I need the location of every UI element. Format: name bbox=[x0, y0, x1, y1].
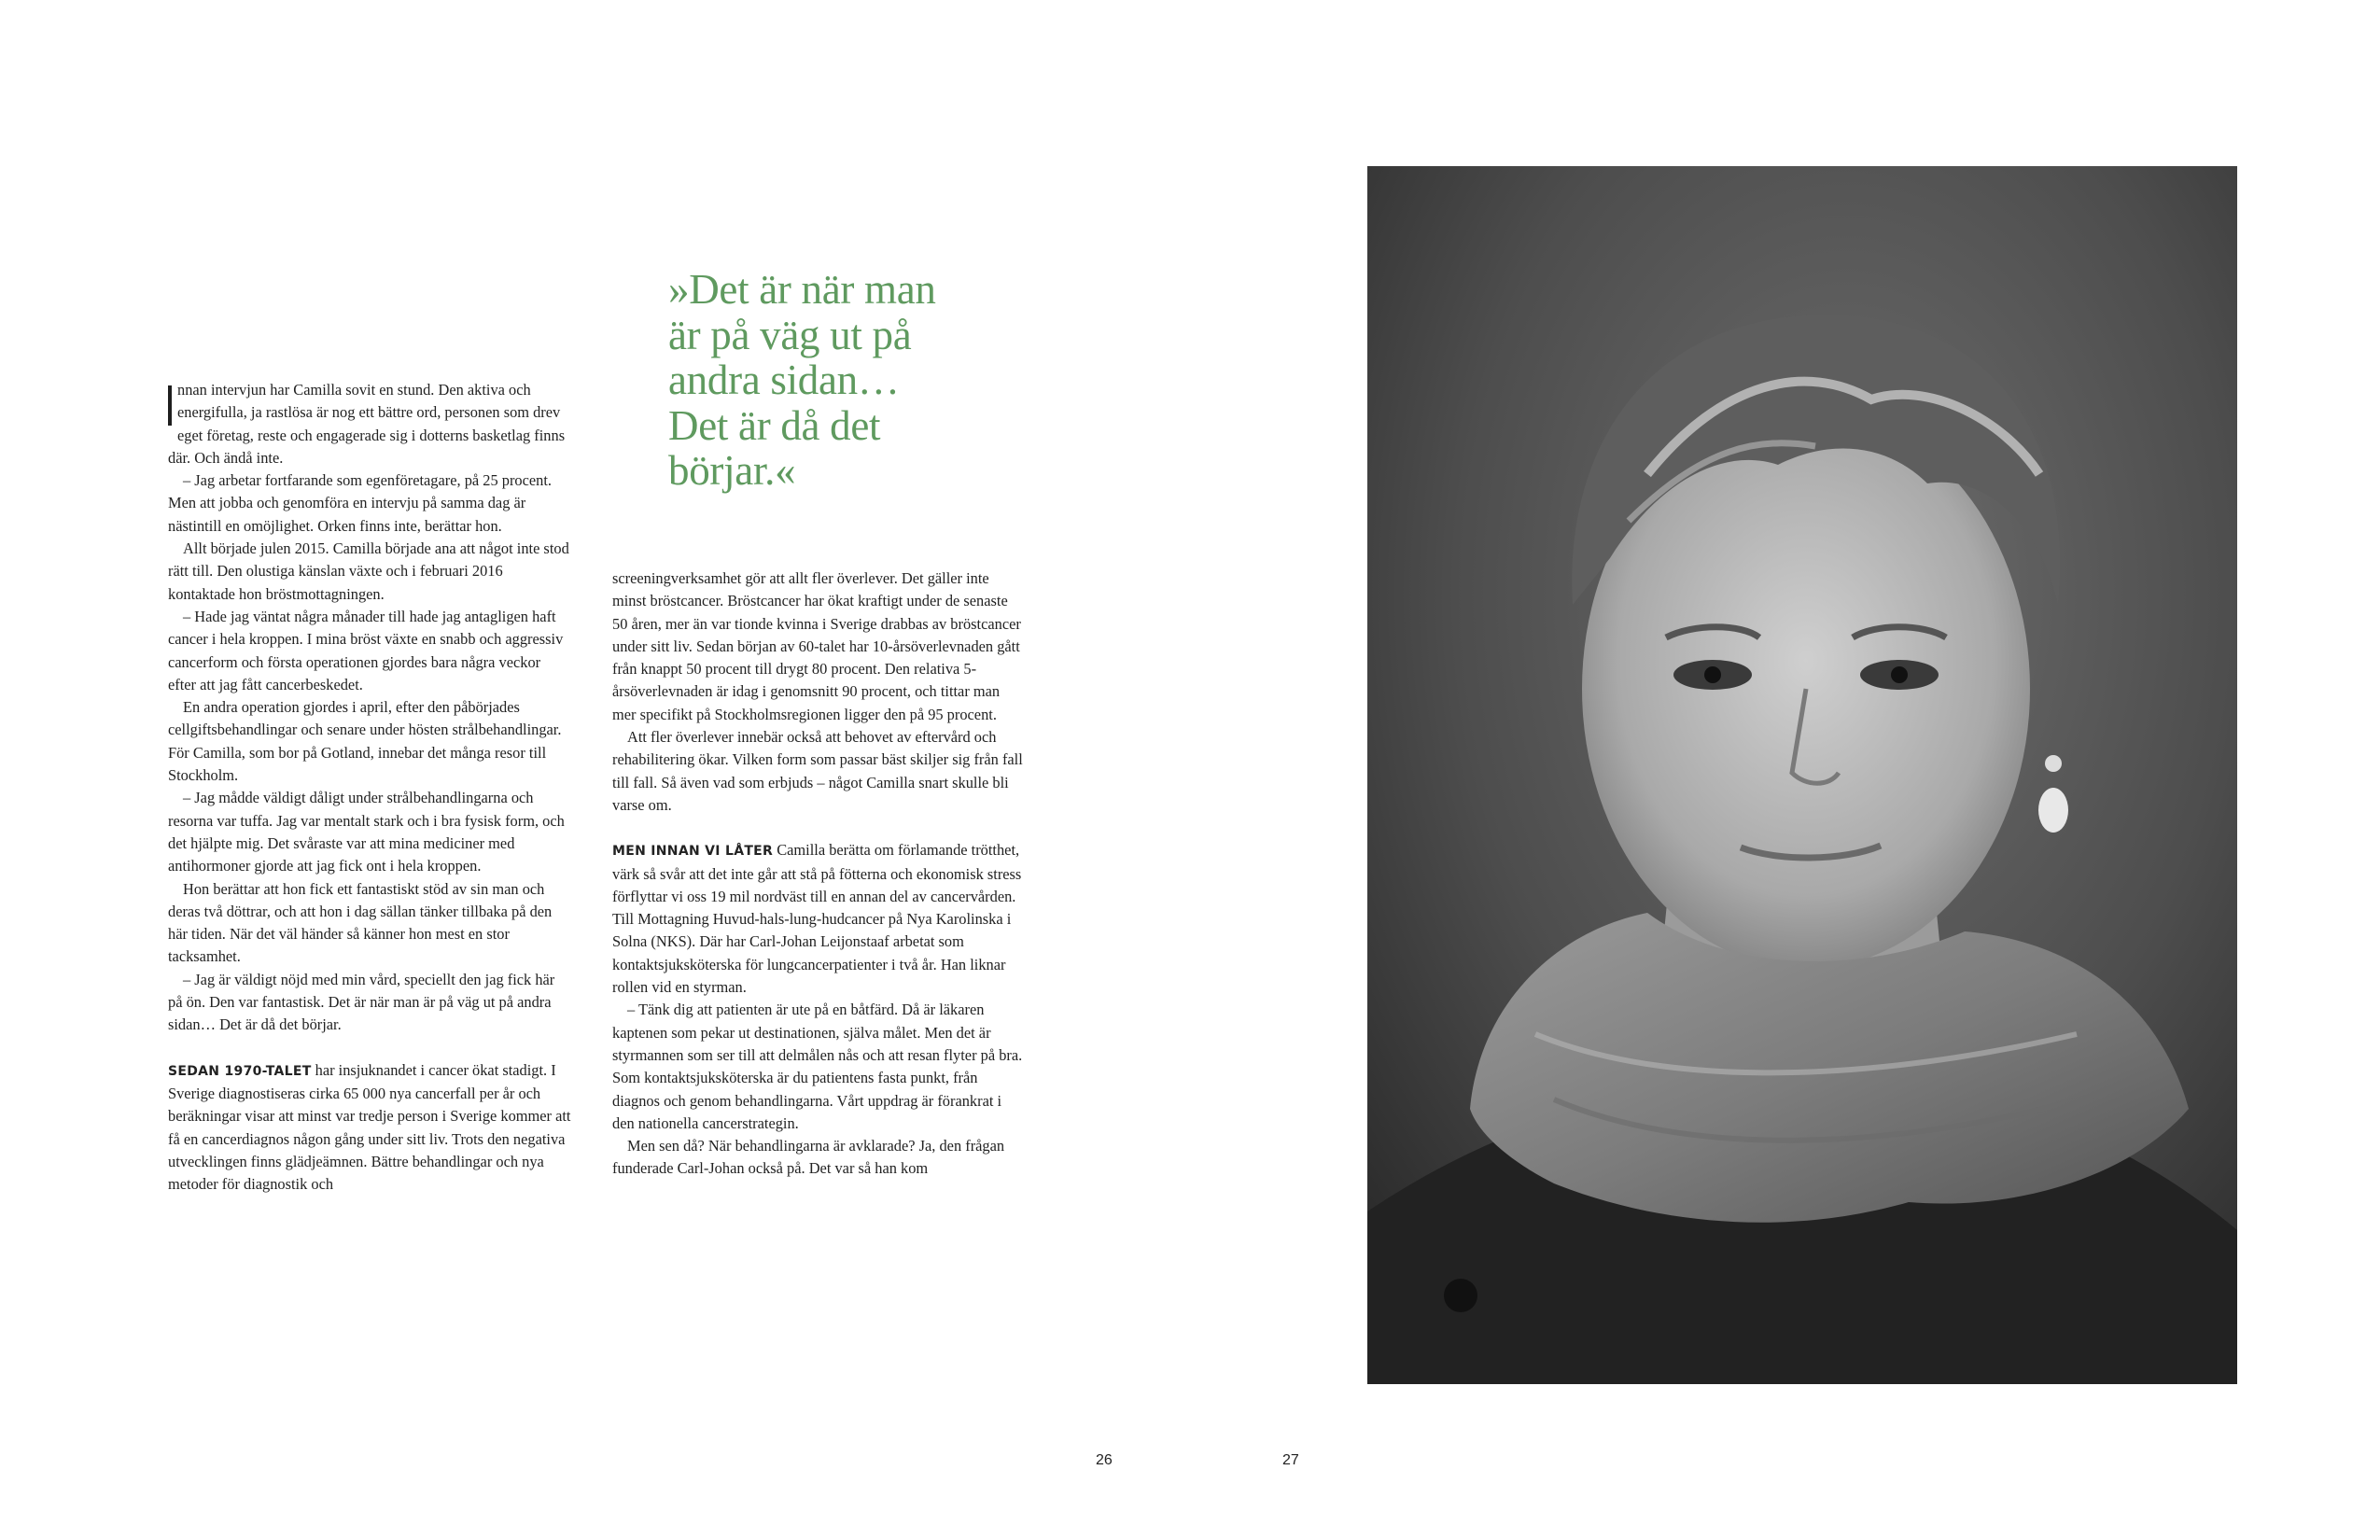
drop-cap bbox=[168, 385, 172, 426]
article-column-left bbox=[168, 379, 571, 1196]
article-paragraph bbox=[168, 379, 571, 469]
article-paragraph: screeningverksamhet gör att allt fler överlever. Det gäller inte minst bröstcancer. Bröstcancer har ökat kraftigt under de senaste 50 åren, mer än var tionde kvinna i Sverige drabbas av bröstcancer under sitt liv. Sedan början av 60-talet har 10-årsöverlevnaden gått från knappt 50 procent till drygt 80 procent. Den relativa 5-årsöverlevnaden är idag i genomsnitt 90 procent, och tittar man mer specifikt på Stockholmsregionen ligger den på 95 procent. bbox=[612, 569, 1021, 723]
pull-quote bbox=[668, 267, 1023, 494]
section-lead: MEN INNAN VI LÅTER bbox=[612, 844, 774, 860]
page-number-right: 27 bbox=[1282, 1452, 1299, 1468]
pull-quote-line: börjar.« bbox=[668, 447, 796, 495]
pull-quote-line: andra sidan… bbox=[668, 357, 900, 404]
section-text: har insjuknandet i cancer ökat stadigt. I Sverige diagnostiseras cirka 65 000 nya cancerfall per år och beräkningar visar att minst var tredje person i Sverige kommer att få en cancerdiagnos någon gång under sitt liv. Trots den negativa utvecklingen finns glädjeämnen. Bättre behandlingar och nya metoder för diagnostik och bbox=[168, 1060, 571, 1194]
portrait-photo-icon bbox=[1367, 166, 2237, 1384]
pull-quote-line: »Det är när man bbox=[668, 266, 936, 313]
paragraph-text: nnan intervjun har Camilla sovit en stund. Den aktiva och energifulla, ja rastlösa är nog ett bättre ord, personen som drev eget företag, reste och engagerade sig i dotterns basketlag finns där. Och ändå inte. bbox=[168, 381, 566, 467]
section-paragraph bbox=[612, 839, 1023, 999]
article-paragraph: – Jag är väldigt nöjd med min vård, speciellt den jag fick här på ön. Den var fantastisk. Det är när man är på väg ut på andra sidan… Det är då det börjar. bbox=[168, 970, 555, 1034]
page-number-left: 26 bbox=[1096, 1452, 1113, 1468]
article-paragraph: – Hade jag väntat några månader till hade jag antagligen haft cancer i hela kroppen. I mina bröst växte en snabb och aggressiv cancerform och första operationen gjordes bara några veckor efter att jag fått cancerbeskedet. bbox=[168, 607, 564, 693]
article-paragraph: – Jag arbetar fortfarande som egenföretagare, på 25 procent. Men att jobba och genomföra en intervju på samma dag är nästintill en omöjlighet. Orken finns inte, berättar hon. bbox=[168, 471, 552, 535]
section-paragraph bbox=[168, 1059, 571, 1197]
article-paragraph: Men sen då? När behandlingarna är avklarade? Ja, den frågan funderade Carl-Johan också på. Det var så han kom bbox=[612, 1137, 1005, 1178]
pull-quote-line: är på väg ut på bbox=[668, 311, 912, 358]
article-column-right bbox=[612, 567, 1023, 1181]
article-paragraph: – Jag mådde väldigt dåligt under strålbehandlingarna och resorna var tuffa. Jag var mentalt stark och i bra fysisk form, och det hjälpte mig. Det svåraste var att mina mediciner med antihormoner gjorde att jag fick ont i hela kroppen. bbox=[168, 789, 565, 875]
article-paragraph: Allt började julen 2015. Camilla började ana att något inte stod rätt till. Den olustiga känslan växte och i februari 2016 kontaktade hon bröstmottagningen. bbox=[168, 539, 569, 603]
section-lead: SEDAN 1970-TALET bbox=[168, 1063, 312, 1079]
portrait-photo bbox=[1367, 166, 2237, 1384]
article-paragraph: Hon berättar att hon fick ett fantastiskt stöd av sin man och deras två döttrar, och att hon i dag sällan tänker tillbaka på den här tiden. När det väl händer så känner hon mest en stor tacksamhet. bbox=[168, 879, 553, 966]
pull-quote-line: Det är då det bbox=[668, 401, 881, 449]
section-text: Camilla berätta om förlamande trötthet, värk så svår att det inte går att stå på fötterna och ekonomisk stress förflyttar vi oss 19 mil nordväst till en annan del av cancervården. Till Mottagning Huvud-hals-lung-hudcancer på Nya Karolinska i Solna (NKS). Där har Carl-Johan Leijonstaaf arbetat som kontaktsjuksköterska för lungcancerpatienter i två år. Han liknar rollen vid en styrman. bbox=[612, 841, 1022, 997]
article-paragraph: Att fler överlever innebär också att behovet av eftervård och rehabilitering ökar. Vilken form som passar bäst skiljer sig från fall till fall. Så även vad som erbjuds – något Camilla snart skulle bli varse om. bbox=[612, 728, 1023, 814]
article-paragraph: – Tänk dig att patienten är ute på en båtfärd. Då är läkaren kaptenen som pekar ut destinationen, själva målet. Men det är styrmannen som ser till att delmålen nås och att resan flyter på bra. Som kontaktsjuksköterska är du patientens fasta punkt, från diagnos och genom behandlingarna. Vårt uppdrag är förankrat i den nationella cancerstrategin. bbox=[612, 1001, 1023, 1132]
article-paragraph: En andra operation gjordes i april, efter den påbörjades cellgiftsbehandlingar och senare under hösten strålbehandlingar. För Camilla, som bor på Gotland, innebar det många resor till Stockholm. bbox=[168, 698, 562, 785]
